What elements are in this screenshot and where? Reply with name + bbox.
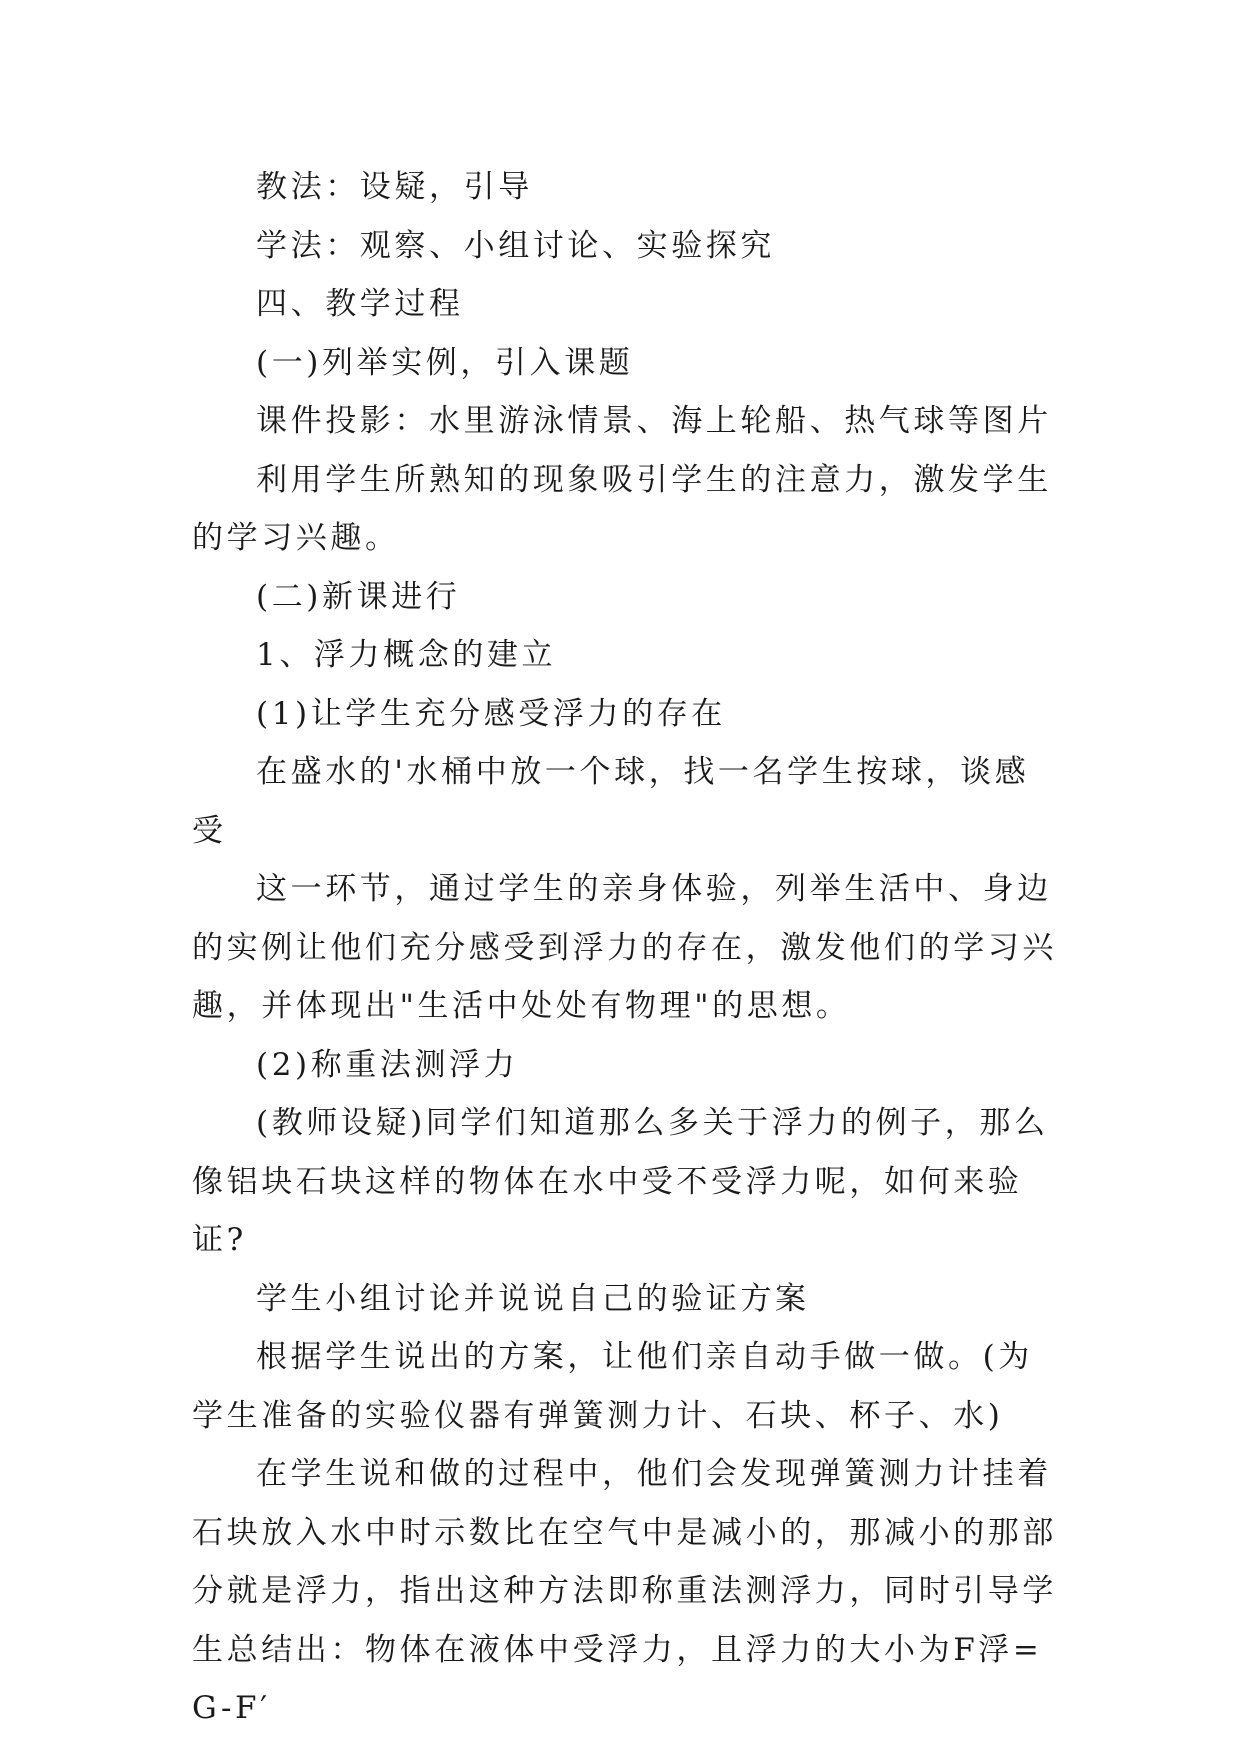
paragraph-courseware-projection: 课件投影：水里游泳情景、海上轮船、热气球等图片	[256, 403, 1052, 439]
paragraph-teacher-question: (教师设疑)同学们知道那么多关于浮力的例子，那么像铝块石块这样的物体在水中受不受浮力呢，如何来验证?	[192, 1105, 1049, 1258]
item-heading-buoyancy-concept: 1、浮力概念的建立	[256, 637, 557, 673]
paragraph-hands-on: 根据学生说出的方案，让他们亲自动手做一做。(为学生准备的实验仪器有弹簧测力计、石块、杯子、水)	[192, 1339, 1033, 1434]
subsection-heading-examples: (一)列举实例，引入课题	[256, 344, 634, 381]
section-heading-teaching-process: 四、教学过程	[256, 286, 464, 322]
paragraph-teaching-method: 教法：设疑，引导	[256, 169, 533, 205]
item-heading-weighing-method: (2)称重法测浮力	[256, 1046, 519, 1083]
document-body	[192, 158, 1062, 1738]
paragraph-bucket-ball: 在盛水的'水桶中放一个球，找一名学生按球，谈感受	[192, 754, 1030, 849]
paragraph-attract-attention: 利用学生所熟知的现象吸引学生的注意力，激发学生的学习兴趣。	[192, 461, 1052, 556]
paragraph-experience: 这一环节，通过学生的亲身体验，列举生活中、身边的实例让他们充分感受到浮力的存在，激发他们的学习兴趣，并体现出"生活中处处有物理"的思想。	[192, 871, 1057, 1024]
item-heading-feel-buoyancy: (1)让学生充分感受浮力的存在	[256, 695, 726, 732]
subsection-heading-new-lesson: (二)新课进行	[256, 578, 461, 615]
paragraph-learning-method: 学法：观察、小组讨论、实验探究	[256, 227, 775, 264]
paragraph-conclusion: 在学生说和做的过程中，他们会发现弹簧测力计挂着石块放入水中时示数比在空气中是减小的，那减小的那部分就是浮力，指出这种方法即称重法测浮力，同时引导学生总结出：物体在液体中受浮力，且浮力的大小为F浮=G-F′	[192, 1456, 1057, 1726]
paragraph-group-discussion: 学生小组讨论并说说自己的验证方案	[256, 1280, 810, 1317]
